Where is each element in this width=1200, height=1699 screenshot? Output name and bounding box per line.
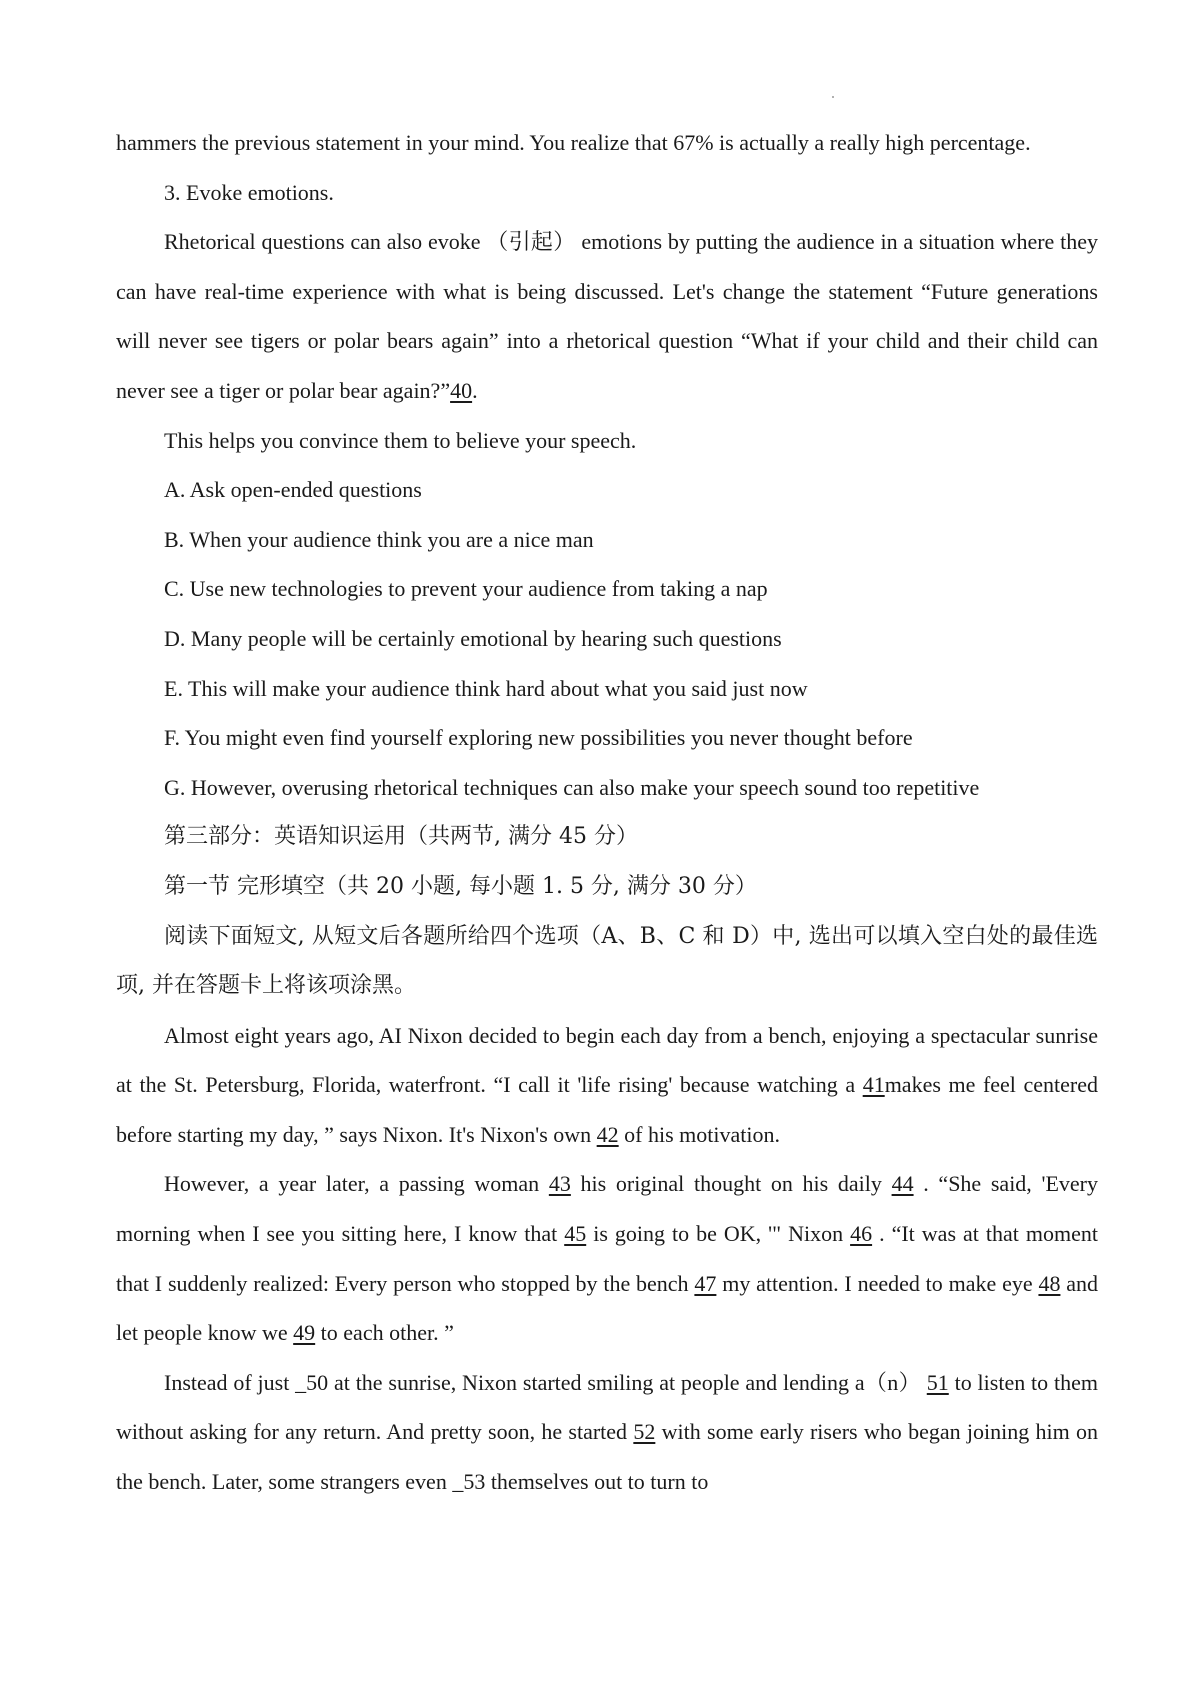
passage-text: . “She said, 'Every morning when I see you sitting here, I know that: [116, 1171, 1098, 1247]
option-a: A. Ask open-ended questions: [164, 477, 422, 503]
blank-41: 41: [862, 1072, 885, 1098]
passage-text: . “It was at that moment that I suddenly realized: Every person who stopped by the bench: [116, 1221, 1098, 1296]
section-subtitle: 第一节 完形填空（共 20 小题, 每小题 1. 5 分, 满分 30 分）: [164, 873, 757, 899]
passage-text: and let people know we: [116, 1270, 1099, 1346]
passage-text: Almost eight years ago, AI Nixon decided to begin each day from a bench, enjoying a spectacular sunrise at the St. Petersburg, Florida, waterfront. “I call it 'life rising' because watching a: [116, 1022, 1098, 1098]
passage-text: to listen to them without asking for any return. And pretty soon, he started: [116, 1369, 1098, 1445]
passage-paragraph-2: [116, 1159, 1098, 1357]
blank-46: 46: [850, 1221, 873, 1247]
section-instruction: 阅读下面短文, 从短文后各题所给四个选项（A、B、C 和 D）中, 选出可以填入空白处的最佳选项, 并在答题卡上将该项涂黑。: [116, 923, 1098, 999]
option-b: B. When your audience think you are a nice man: [164, 526, 594, 552]
passage-text: of his motivation.: [618, 1121, 780, 1147]
passage-text: However, a year later, a passing woman: [164, 1171, 549, 1197]
passage-text: Instead of just _50 at the sunrise, Nixon started smiling at people and lending a（n）: [164, 1369, 927, 1395]
paragraph-convince: This helps you convince them to believe your speech.: [164, 427, 637, 453]
option-c: C. Use new technologies to prevent your audience from taking a nap: [164, 576, 768, 602]
passage-text: with some early risers who began joining him on the bench. Later, some strangers even _53 themselves out to turn to: [116, 1419, 1098, 1495]
blank-44: 44: [891, 1171, 914, 1197]
blank-47: 47: [694, 1270, 717, 1296]
passage-text: makes me feel centered before starting my day, ” says Nixon. It's Nixon's own: [116, 1072, 1099, 1147]
option-g: G. However, overusing rhetorical techniques can also make your speech sound too repetitive: [164, 774, 980, 800]
blank-52: 52: [633, 1419, 656, 1445]
option-e: E. This will make your audience think hard about what you said just now: [164, 675, 808, 701]
paragraph-evoke-emotions: [116, 217, 1098, 415]
blank-43: 43: [548, 1171, 571, 1197]
paragraph-text-end: .: [472, 377, 478, 403]
passage-text: is going to be OK, '" Nixon: [586, 1221, 851, 1247]
scan-dot: [832, 96, 834, 98]
blank-40: 40: [450, 377, 473, 403]
passage-text: to each other. ”: [315, 1320, 454, 1346]
passage-paragraph-3: [116, 1358, 1098, 1507]
blank-45: 45: [564, 1221, 587, 1247]
option-f: F. You might even find yourself exploring new possibilities you never thought before: [164, 725, 913, 751]
blank-42: 42: [596, 1121, 619, 1147]
blank-48: 48: [1038, 1270, 1061, 1296]
passage-text: my attention. I needed to make eye: [716, 1270, 1039, 1296]
passage-text: his original thought on his daily: [570, 1171, 892, 1197]
paragraph-text: Rhetorical questions can also evoke （引起） emotions by putting the audience in a situation where they can have real-time experience with what is being discussed. Let's change the statement “Future generations will never see tigers or polar bears again” into a rhetorical question “What if your child and their child can never see a tiger or polar bear again?”: [116, 229, 1098, 403]
paragraph-continuation: hammers the previous statement in your mind. You realize that 67% is actually a really high percentage.: [116, 130, 1031, 155]
section-heading-evoke-emotions: 3. Evoke emotions.: [164, 179, 334, 205]
section-title: 第三部分：英语知识运用（共两节, 满分 45 分）: [164, 824, 638, 850]
document-content: [116, 118, 1098, 1507]
blank-49: 49: [293, 1320, 316, 1346]
blank-51: 51: [926, 1369, 949, 1395]
option-d: D. Many people will be certainly emotional by hearing such questions: [164, 625, 782, 651]
passage-paragraph-1: [116, 1011, 1098, 1160]
